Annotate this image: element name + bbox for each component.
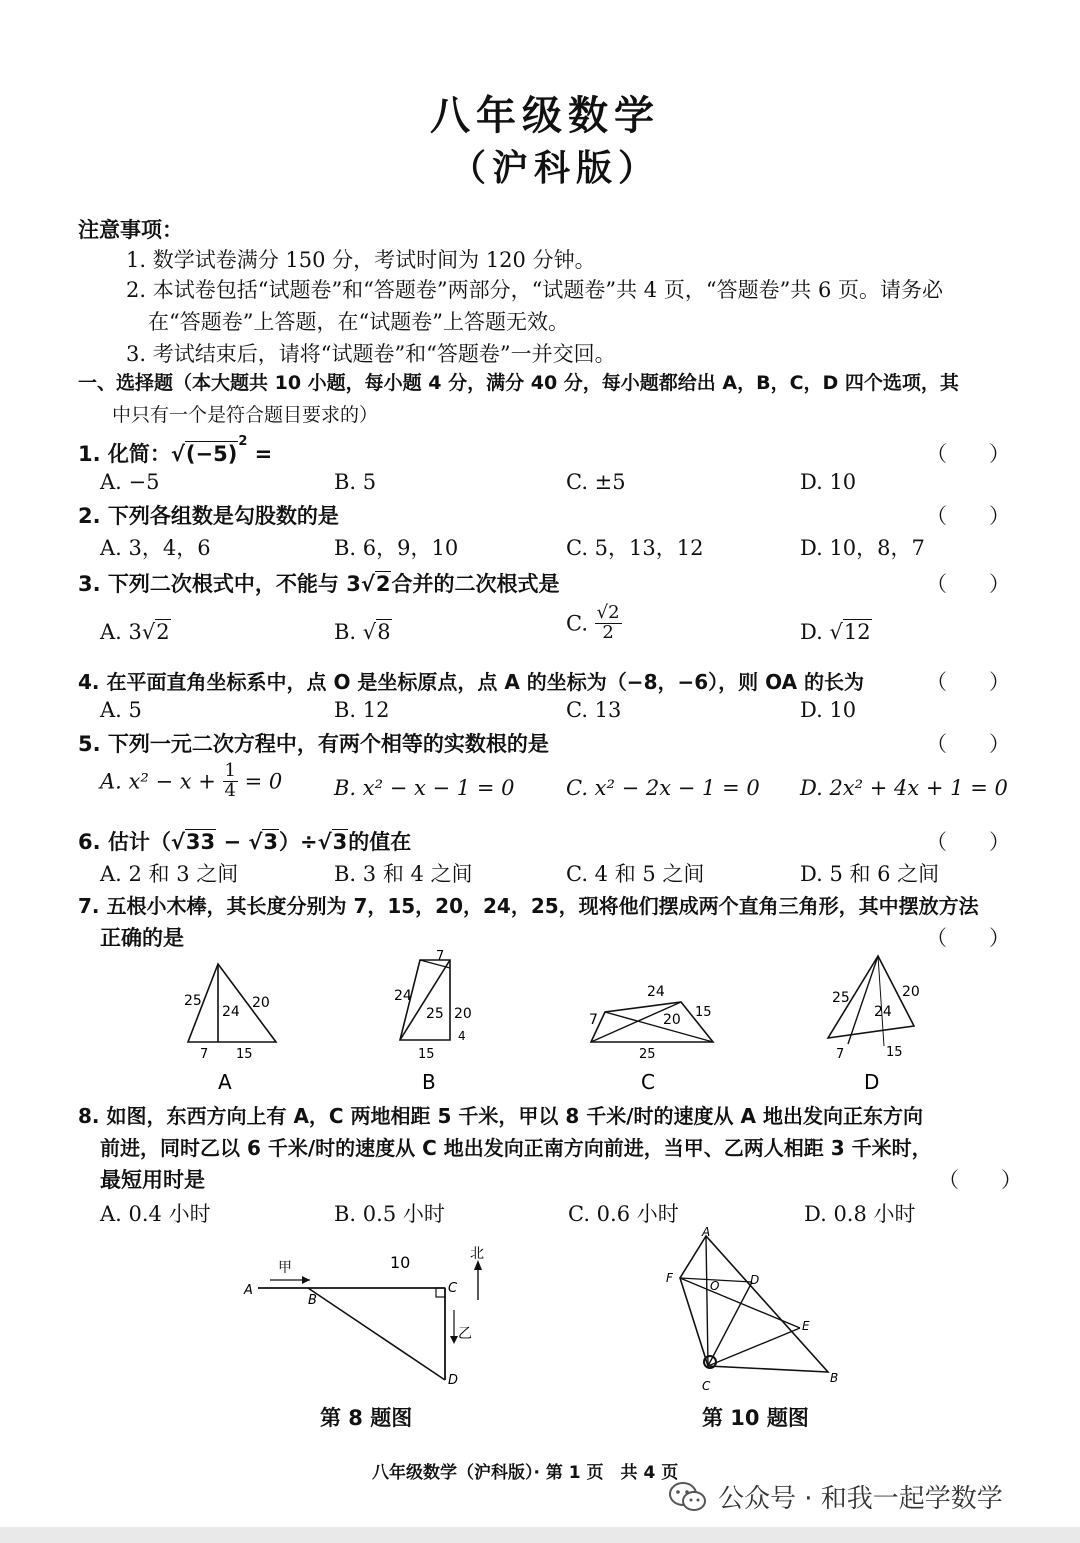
- note-item: 2. 本试卷包括“试题卷”和“答题卷”两部分，“试题卷”共 4 页，“答题卷”共 6 页。请务必: [126, 278, 944, 302]
- answer-paren: （ ）: [926, 572, 1010, 596]
- q3-option-d: D. √12: [800, 620, 871, 644]
- label-jia: 甲: [278, 1260, 292, 1276]
- notes-heading: 注意事项：: [78, 218, 183, 242]
- fig-label: 15: [418, 1047, 435, 1062]
- point-label: C: [702, 1379, 711, 1393]
- answer-paren: （ ）: [938, 1168, 1022, 1192]
- q8-option-d: D. 0.8 小时: [804, 1202, 916, 1226]
- q4-option-d: D. 10: [800, 698, 857, 722]
- label-yi: 乙: [458, 1326, 472, 1342]
- wechat-icon: [668, 1481, 708, 1513]
- fig-letter: B: [422, 1070, 436, 1094]
- point-label: E: [802, 1319, 810, 1333]
- figure-10-caption: 第 10 题图: [702, 1406, 809, 1430]
- q5-option-a: A. x² − x + $\frac{1}{4}$ = 0: [100, 760, 283, 801]
- answer-paren: （ ）: [926, 504, 1010, 528]
- q2-option-b: B. 6，9，10: [334, 536, 459, 560]
- answer-paren: （ ）: [926, 442, 1010, 466]
- fig-label: 7: [200, 1047, 209, 1062]
- fig-label: 24: [874, 1004, 892, 1020]
- q6-option-d: D. 5 和 6 之间: [800, 862, 940, 886]
- q6-option-c: C. 4 和 5 之间: [566, 862, 705, 886]
- page-subtitle: （沪科版）: [450, 148, 661, 189]
- point-label: D: [750, 1273, 760, 1287]
- point-label: O: [710, 1279, 720, 1293]
- fig-label: 20: [454, 1006, 472, 1022]
- bottom-scroll-strip: [0, 1527, 1080, 1543]
- fig-label: 24: [647, 984, 665, 1000]
- q3-option-b: B. √8: [334, 620, 391, 644]
- fig-label: 20: [902, 984, 920, 1000]
- fig-label: 7: [589, 1012, 598, 1028]
- fig-label: 24: [222, 1004, 240, 1020]
- q7-figure-c: [585, 978, 720, 1099]
- fig-label: 25: [184, 993, 202, 1009]
- fig-label: 7: [436, 949, 445, 964]
- fig-letter: C: [641, 1070, 655, 1094]
- q5-option-d: D. 2x² + 4x + 1 = 0: [800, 776, 1008, 800]
- q3-option-c: C. $\frac{√2}{2}$: [566, 602, 620, 643]
- q4-option-a: A. 5: [100, 698, 142, 722]
- fig-letter: D: [864, 1070, 880, 1094]
- fig-label: 15: [695, 1005, 712, 1020]
- point-label: B: [308, 1293, 317, 1308]
- watermark-text: 公众号 · 和我一起学数学: [718, 1484, 1003, 1514]
- q8-option-b: B. 0.5 小时: [334, 1202, 445, 1226]
- q1-option-d: D. 10: [800, 470, 857, 494]
- fig-label: 15: [886, 1045, 903, 1060]
- label-north: 北: [470, 1246, 484, 1262]
- fig-label: 25: [426, 1006, 444, 1022]
- question-8-stem-cont: 前进，同时乙以 6 千米/时的速度从 C 地出发向正南方向前进，当甲、乙两人相距 3 千米时，: [100, 1136, 932, 1160]
- figure-8-caption: 第 8 题图: [320, 1406, 413, 1430]
- q5-option-c: C. x² − 2x − 1 = 0: [566, 776, 760, 800]
- question-2-stem: 2. 下列各组数是勾股数的是: [78, 504, 339, 528]
- q8-option-c: C. 0.6 小时: [568, 1202, 679, 1226]
- q7-figure-d: [820, 950, 930, 1099]
- q4-option-b: B. 12: [334, 698, 390, 722]
- question-6-stem: 6. 估计（√33 − √3）÷√3的值在: [78, 830, 412, 854]
- point-label: B: [830, 1371, 839, 1385]
- question-1-stem: 1. 化简：$√(-5)^2$ =: [78, 434, 273, 466]
- q5-option-b: B. x² − x − 1 = 0: [334, 776, 515, 800]
- fig-label: 25: [639, 1047, 656, 1062]
- q3-option-a: A. 3√2: [100, 620, 170, 644]
- question-5-stem: 5. 下列一元二次方程中，有两个相等的实数根的是: [78, 732, 549, 756]
- point-label: D: [448, 1373, 459, 1388]
- point-label: F: [666, 1271, 673, 1285]
- q2-option-c: C. 5，13，12: [566, 536, 704, 560]
- fig-label: 15: [236, 1047, 253, 1062]
- answer-paren: （ ）: [926, 732, 1010, 756]
- fig-label: 25: [832, 990, 850, 1006]
- label-ten: 10: [390, 1253, 411, 1272]
- answer-paren: （ ）: [926, 670, 1010, 694]
- note-item: 3. 考试结束后，请将“试题卷”和“答题卷”一并交回。: [126, 342, 616, 366]
- point-label: A: [702, 1226, 711, 1239]
- page-footer: 八年级数学（沪科版）· 第 1 页 共 4 页: [372, 1463, 679, 1483]
- question-3-stem: 3. 下列二次根式中，不能与 3√2合并的二次根式是: [78, 572, 560, 596]
- answer-paren: （ ）: [926, 926, 1010, 950]
- question-4-stem: 4. 在平面直角坐标系中，点 O 是坐标原点，点 A 的坐标为（−8，−6），则 OA 的长为: [78, 670, 865, 694]
- section-heading: 一、选择题（本大题共 10 小题，每小题 4 分，满分 40 分，每小题都给出 A，B，C，D 四个选项，其: [78, 372, 959, 394]
- point-label: A: [244, 1283, 253, 1298]
- q1-option-c: C. ±5: [566, 470, 626, 494]
- section-heading-cont: 中只有一个是符合题目要求的）: [112, 404, 379, 426]
- fig-label: 20: [252, 995, 270, 1011]
- fig-label: 24: [394, 988, 412, 1004]
- figure-10: [660, 1226, 850, 1400]
- q1-option-a: A. −5: [100, 470, 160, 494]
- q6-option-a: A. 2 和 3 之间: [100, 862, 239, 886]
- page-title: 八年级数学: [430, 93, 660, 139]
- note-item: 在“答题卷”上答题，在“试题卷”上答题无效。: [148, 310, 569, 334]
- question-7-stem: 7. 五根小木棒，其长度分别为 7，15，20，24，25，现将他们摆成两个直角三角形，其中摆放方法: [78, 894, 979, 918]
- question-7-stem-cont: 正确的是: [100, 926, 184, 950]
- fig-label: 20: [663, 1012, 681, 1028]
- fig-label: 4: [458, 1029, 466, 1043]
- q7-figure-b: [380, 948, 490, 1099]
- point-label: C: [448, 1281, 458, 1296]
- answer-paren: （ ）: [926, 830, 1010, 854]
- q7-figure-a: [170, 950, 290, 1099]
- watermark: [668, 1478, 1003, 1515]
- q8-option-a: A. 0.4 小时: [100, 1202, 211, 1226]
- q6-option-b: B. 3 和 4 之间: [334, 862, 473, 886]
- question-8-stem-cont: 最短用时是: [100, 1168, 205, 1192]
- q4-option-c: C. 13: [566, 698, 622, 722]
- q1-option-b: B. 5: [334, 470, 377, 494]
- q2-option-d: D. 10，8，7: [800, 536, 925, 560]
- question-8-stem: 8. 如图，东西方向上有 A，C 两地相距 5 千米，甲以 8 千米/时的速度从 A 地出发向正东方向: [78, 1104, 923, 1128]
- fig-letter: A: [218, 1070, 232, 1094]
- fig-label: 7: [836, 1047, 845, 1062]
- q2-option-a: A. 3，4，6: [100, 536, 211, 560]
- note-item: 1. 数学试卷满分 150 分，考试时间为 120 分钟。: [126, 248, 596, 272]
